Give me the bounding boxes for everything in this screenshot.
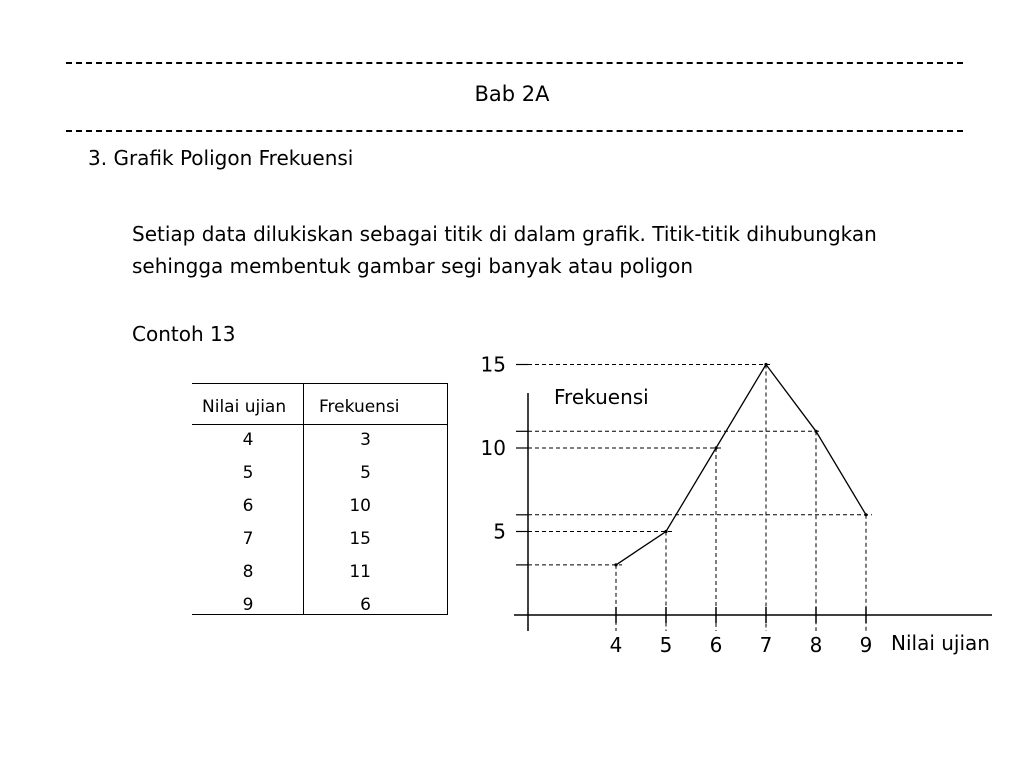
x-tick-label: 7 bbox=[759, 633, 773, 657]
x-axis-title: Nilai ujian bbox=[891, 631, 990, 655]
cell-frequency: 10 bbox=[349, 496, 371, 516]
cell-value: 6 bbox=[242, 496, 254, 516]
y-tick-label: 15 bbox=[480, 352, 506, 377]
cell-value: 7 bbox=[242, 529, 254, 549]
chapter-title: Bab 2A bbox=[474, 82, 550, 106]
cell-value: 8 bbox=[242, 562, 254, 582]
table-header-frequency: Frekuensi bbox=[319, 397, 400, 417]
x-tick-label: 6 bbox=[709, 633, 723, 657]
cell-frequency: 11 bbox=[349, 562, 371, 582]
cell-frequency: 15 bbox=[349, 529, 371, 549]
cell-frequency: 6 bbox=[360, 595, 371, 615]
y-tick-label: 10 bbox=[480, 436, 506, 460]
table-header-value: Nilai ujian bbox=[202, 397, 287, 417]
x-tick-label: 9 bbox=[859, 633, 873, 657]
x-tick-label: 8 bbox=[809, 633, 823, 657]
y-tick-label: 5 bbox=[493, 519, 506, 544]
cell-frequency: 3 bbox=[360, 430, 371, 450]
cell-value: 4 bbox=[242, 430, 254, 450]
cell-frequency: 5 bbox=[360, 463, 371, 483]
section-title: 3. Grafik Poligon Frekuensi bbox=[88, 146, 354, 170]
example-label: Contoh 13 bbox=[132, 322, 236, 346]
polygon-series-line bbox=[616, 365, 866, 565]
x-tick-label: 5 bbox=[659, 633, 673, 657]
x-tick-label: 4 bbox=[609, 633, 623, 657]
cell-value: 9 bbox=[242, 595, 254, 615]
description-paragraph: Setiap data dilukiskan sebagai titik di dalam grafik. Titik-titik dihubungkan sehingga membentuk gambar segi banyak atau poligon bbox=[132, 222, 877, 278]
cell-value: 5 bbox=[242, 463, 254, 483]
y-axis-title: Frekuensi bbox=[554, 385, 649, 409]
